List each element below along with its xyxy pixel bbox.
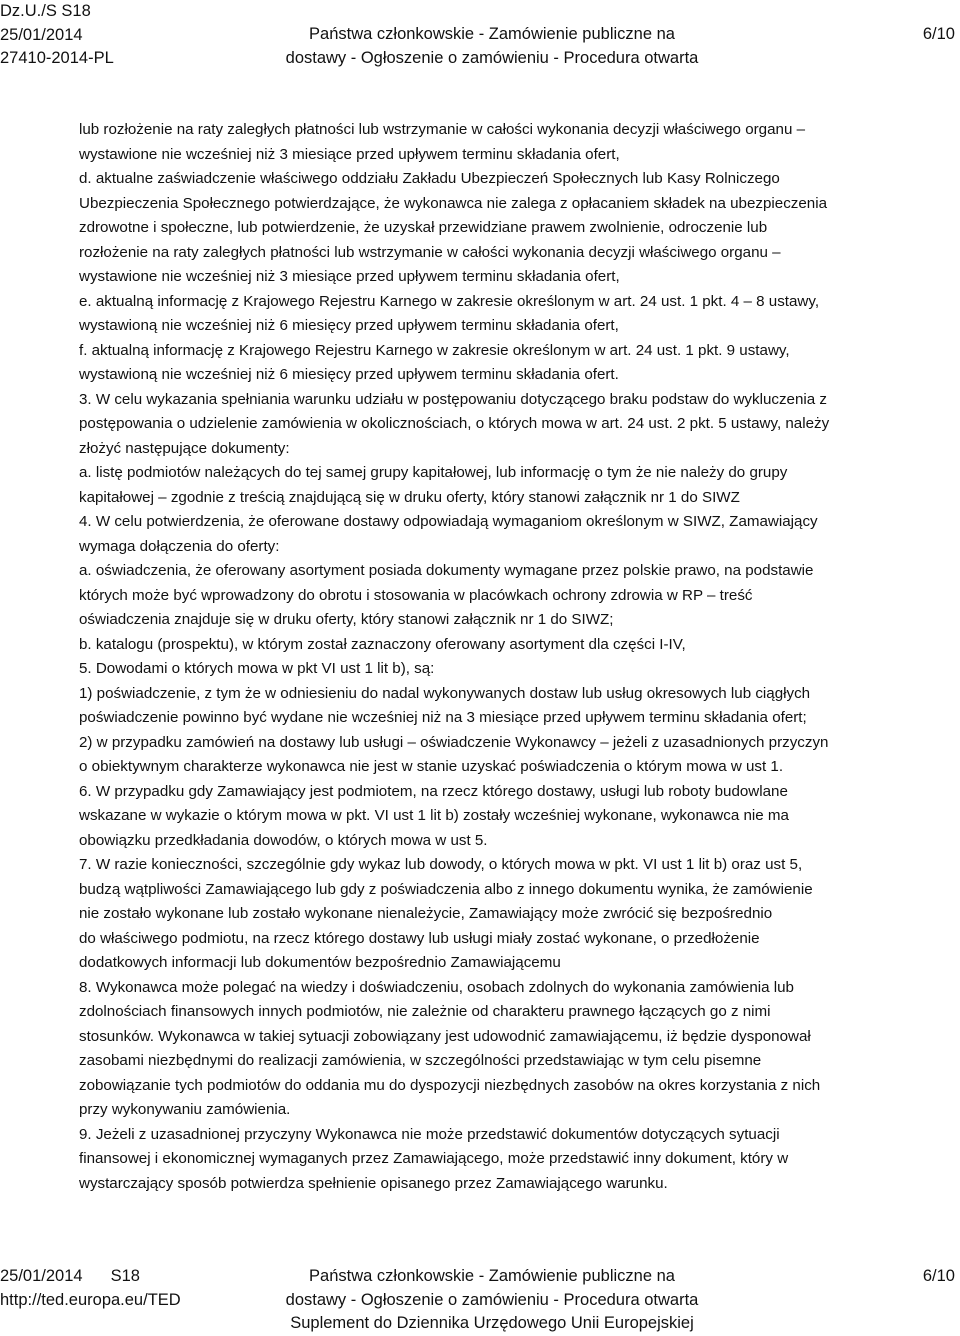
body-line: zdolnościach finansowych innych podmiotów, nie zależnie od charakteru prawnego łączących go z nimi <box>79 1003 771 1020</box>
page-footer-title <box>224 1265 760 1336</box>
footer-page-number: 6/10 <box>922 1267 955 1285</box>
body-line: kapitałowej – zgodnie z treścią znajdującą się w druku oferty, który stanowi załącznik nr 1 do SIWZ <box>79 488 740 506</box>
body-line: a. listę podmiotów należących do tej samej grupy kapitałowej, lub informację o tym że nie należy do grupy <box>79 464 788 481</box>
page-header-title <box>224 23 760 70</box>
body-line: których może być wprowadzony do obrotu i stosowania w placówkach ochrony zdrowia w RP – treść <box>79 586 753 604</box>
footer-title-line-2: dostawy - Ogłoszenie o zamówieniu - Procedura otwarta <box>285 1290 699 1309</box>
body-line: a. oświadczenia, że oferowany asortyment posiada dokumenty wymagane przez polskie prawo, na podstawie <box>79 562 814 579</box>
footer-date-row <box>0 1265 181 1289</box>
body-line: stosunków. Wykonawca w takiej sytuacji zobowiązany jest udowodnić zamawiającemu, iż będzie dysponował <box>79 1027 811 1045</box>
journal-reference: Dz.U./S S18 <box>0 2 91 20</box>
body-line: zdrowotne i społeczne, lub potwierdzenie, że uzyskał przewidziane prawem zwolnienie, odroczenie lub <box>79 219 768 236</box>
body-line: 9. Jeżeli z uzasadnionej przyczyny Wykonawca nie może przedstawić dokumentów dotyczących sytuacji <box>79 1125 780 1143</box>
body-line: wystawione nie wcześniej niż 3 miesiące przed upływem terminu składania ofert, <box>79 268 620 285</box>
body-line: 2) w przypadku zamówień na dostawy lub usługi – oświadczenie Wykonawcy – jeżeli z uzasadnionych przyczyn <box>79 733 829 751</box>
publication-date: 25/01/2014 <box>0 25 83 44</box>
body-line: finansowej i ekonomicznej wymaganych przez Zamawiającego, może przedstawić inny dokument, który w <box>79 1150 789 1167</box>
header-page-number: 6/10 <box>922 25 955 43</box>
body-line: do właściwego podmiotu, na rzecz którego dostawy lub usługi miały zostać wykonane, o przedłożenie <box>79 929 760 947</box>
body-line: wystarczający sposób potwierdza spełnienie opisanego przez Zamawiającego warunku. <box>79 1174 668 1192</box>
body-line: e. aktualną informację z Krajowego Rejestru Karnego w zakresie określonym w art. 24 ust. 1 pkt. 4 – 8 ustawy, <box>79 292 820 310</box>
footer-url: http://ted.europa.eu/TED <box>0 1290 181 1309</box>
footer-date: 25/01/2014 <box>0 1267 83 1285</box>
body-line: wskazane w wykazie o którym mowa w pkt. VI ust 1 lit b) zostały wcześniej wykonane, wykonawca nie ma <box>79 807 789 824</box>
body-line: 5. Dowodami o których mowa w pkt VI ust 1 lit b), są: <box>79 660 435 677</box>
body-line: f. aktualną informację z Krajowego Rejestru Karnego w zakresie określonym w art. 24 ust. 1 pkt. 9 ustawy, <box>79 341 790 359</box>
body-line: oświadczenia znajduje się w druku oferty, który stanowi załącznik nr 1 do SIWZ; <box>79 611 614 628</box>
footer-series: S18 <box>110 1267 140 1285</box>
footer-title-line-1: Państwa członkowskie - Zamówienie publiczne na <box>309 1267 675 1285</box>
body-line: dodatkowych informacji lub dokumentów bezpośrednio Zamawiającemu <box>79 954 561 971</box>
body-line: 7. W razie konieczności, szczególnie gdy wykaz lub dowody, o których mowa w pkt. VI ust 1 lit b) oraz ust 5, <box>79 856 803 873</box>
body-line: 4. W celu potwierdzenia, że oferowane dostawy odpowiadają wymaganiom określonym w SIWZ, Zamawiający <box>79 513 818 530</box>
body-line: o obiektywnym charakterze wykonawca nie jest w stanie uzyskać poświadczenia o którym mowa w ust 1. <box>79 758 784 775</box>
body-line: postępowania o udzielenie zamówienia w okolicznościach, o których mowa w art. 24 ust. 2 pkt. 5 ustawy, należy <box>79 415 830 432</box>
body-line: Ubezpieczenia Społecznego potwierdzające, że wykonawca nie zalega z opłacaniem składek na ubezpieczenia <box>79 194 828 212</box>
body-line: 3. W celu wykazania spełniania warunku udziału w postępowaniu dotyczącego braku podstaw do wykluczenia z <box>79 390 827 408</box>
footer-title-line-3: Suplement do Dziennika Urzędowego Unii Europejskiej <box>290 1314 694 1332</box>
document-body <box>79 118 959 1196</box>
body-line: zasobami niezbędnymi do realizacji zamówienia, w szczególności przedstawiając w tym celu pisemne <box>79 1052 762 1069</box>
page-header-left <box>0 0 114 71</box>
body-line: b. katalogu (prospektu), w którym został zaznaczony oferowany asortyment dla części I-IV, <box>79 635 686 653</box>
body-line: 6. W przypadku gdy Zamawiający jest podmiotem, na rzecz którego dostawy, usługi lub roboty budowlane <box>79 782 788 800</box>
body-line: zobowiązanie tych podmiotów do oddania mu do dyspozycji niezbędnych zasobów na okres korzystania z nich <box>79 1076 821 1094</box>
body-line: wystawione nie wcześniej niż 3 miesiące przed upływem terminu składania ofert, <box>79 145 620 163</box>
header-title-line-2: dostawy - Ogłoszenie o zamówieniu - Procedura otwarta <box>285 48 699 67</box>
body-line: 1) poświadczenie, z tym że w odniesieniu do nadal wykonywanych dostaw lub usług okresowych lub ciągłych <box>79 684 811 702</box>
body-line: przy wykonywaniu zamówienia. <box>79 1101 291 1118</box>
body-line: obowiązku przedkładania dowodów, o których mowa w ust 5. <box>79 831 488 849</box>
header-title-line-1: Państwa członkowskie - Zamówienie publiczne na <box>309 25 675 43</box>
page-footer-left <box>0 1265 181 1312</box>
body-line: nie zostało wykonane lub zostało wykonane nienależycie, Zamawiający może zwrócić się bezpośrednio <box>79 905 773 922</box>
body-line: wystawioną nie wcześniej niż 6 miesięcy przed upływem terminu składania ofert. <box>79 366 619 383</box>
body-line: wystawioną nie wcześniej niż 6 miesięcy przed upływem terminu składania ofert, <box>79 317 619 334</box>
body-line: d. aktualne zaświadczenie właściwego oddziału Zakładu Ubezpieczeń Społecznych lub Kasy Rolniczego <box>79 170 780 187</box>
body-line: lub rozłożenie na raty zaległych płatności lub wstrzymanie w całości wykonania decyzji właściwego organu – <box>79 121 806 138</box>
body-line: 8. Wykonawca może polegać na wiedzy i doświadczeniu, osobach zdolnych do wykonania zamówienia lub <box>79 978 794 996</box>
body-line: budzą wątpliwości Zamawiającego lub gdy z poświadczenia albo z innego dokumentu wynika, że zamówienie <box>79 880 813 898</box>
body-line: złożyć następujące dokumenty: <box>79 439 290 457</box>
notice-id: 27410-2014-PL <box>0 49 114 67</box>
body-line: rozłożenie na raty zaległych płatności lub wstrzymanie w całości wykonania decyzji właściwego organu – <box>79 243 781 261</box>
body-line: wymaga dołączenia do oferty: <box>79 537 280 555</box>
body-line: poświadczenie powinno być wydane nie wcześniej niż na 3 miesiące przed upływem terminu składania ofert; <box>79 709 807 726</box>
